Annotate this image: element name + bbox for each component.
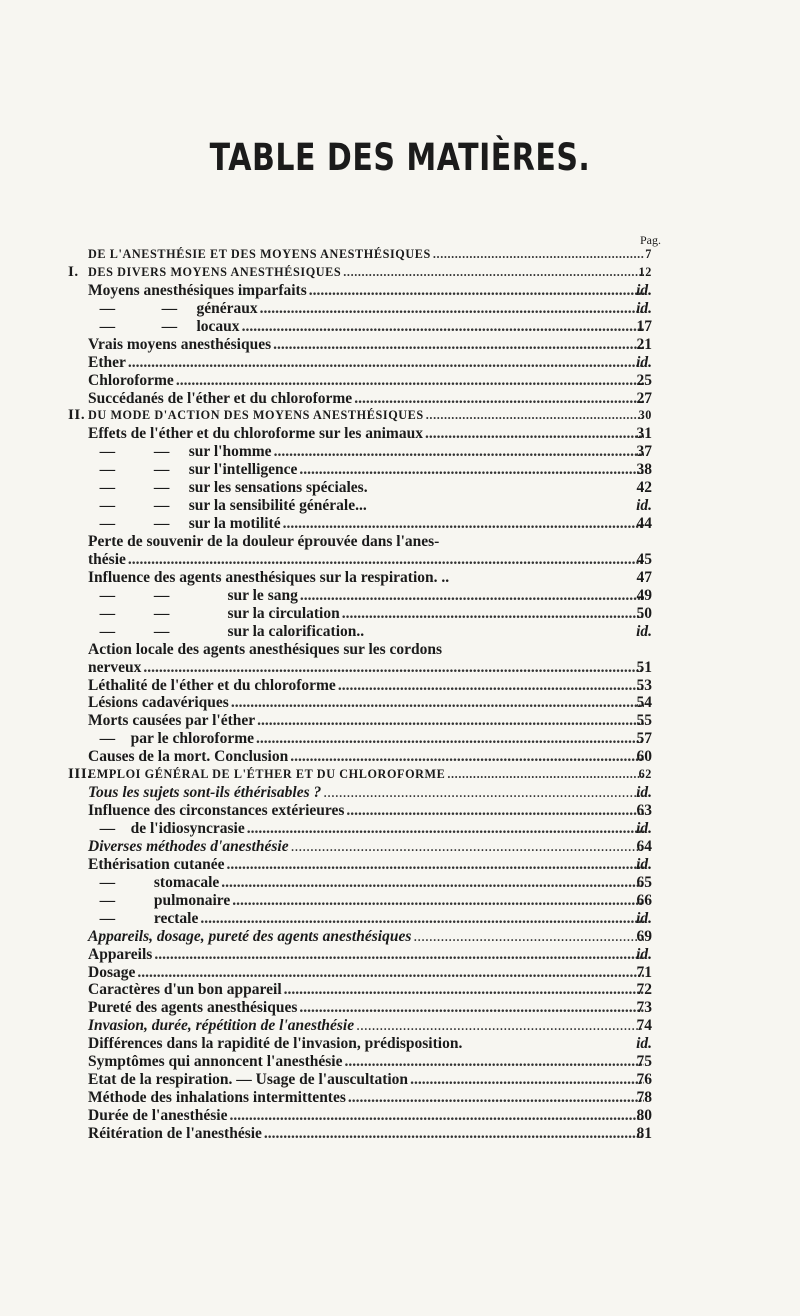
leader-dots [154,946,644,964]
toc-entry [88,694,652,712]
toc-entry [88,927,652,946]
toc-entry [88,1124,652,1143]
toc-page-number: 51 [636,658,652,676]
toc-entry-label: Ether [88,353,126,371]
leader-dots [413,928,644,946]
toc-entry-label: Invasion, durée, répétition de l'anesthésie [88,1017,355,1035]
toc-entry-label: — — sur l'intelligence [88,461,298,479]
leader-dots [342,605,644,623]
leader-dots [299,999,644,1017]
leader-dots [247,820,644,838]
leader-dots [232,892,644,910]
toc-page-number: 55 [636,712,652,730]
toc-entry-label: — — sur les sensations spéciales. [88,479,368,497]
toc-entry [88,533,644,551]
toc-entry-label: Succédanés de l'éther et du chloroforme [88,389,353,407]
leader-dots [231,694,644,712]
toc-entry-label: — — sur la motilité [88,515,281,533]
toc-page-number: 7 [645,247,652,261]
toc-entry-label: Appareils [88,945,153,963]
toc-page-number: 47 [636,568,652,586]
leader-dots [299,461,644,479]
leader-dots [200,910,644,928]
toc-page-number: id. [636,945,652,963]
toc-entry [88,317,652,336]
toc-entry-label: Symptômes qui annoncent l'anesthésie [88,1053,343,1071]
leader-dots [242,318,644,336]
toc-entry [88,1071,652,1089]
toc-entry-label: — de l'idiosyncrasie [88,820,245,837]
toc-entry-label: Pureté des agents anesthésiques [88,999,298,1017]
toc-page-number: 30 [638,408,652,423]
toc-entry [68,263,652,282]
toc-entry [88,1089,652,1107]
toc-page-number: 71 [636,963,652,981]
toc-page-number: id. [636,784,652,802]
toc-entry-label: Chloroforme [88,371,174,389]
toc-page-number: 21 [636,335,652,353]
toc-entry-label: — — sur la calorification.. [88,622,365,640]
toc-page-number: 37 [636,443,652,461]
toc-entry [88,461,652,479]
toc-entry-label: Appareils, dosage, pureté des agents anesthésiques [88,927,412,945]
toc-entry [88,246,652,264]
leader-dots [256,730,644,748]
toc-entry [88,550,652,569]
toc-entry-label: — — généraux [88,299,258,317]
toc-entry [88,586,652,605]
leader-dots [323,784,644,802]
toc-entry [88,1017,652,1035]
toc-page-number: id. [636,497,652,515]
leader-dots [290,748,644,766]
leader-dots [433,246,644,264]
toc-entry-label: Dosage [88,963,136,981]
toc-entry-label: Méthode des inhalations intermittentes [88,1089,346,1107]
leader-dots [348,1089,644,1107]
toc-entry-label: Etat de la respiration. — Usage de l'auscultation [88,1071,409,1089]
leader-dots [221,874,644,892]
toc-entry [88,855,652,874]
toc-page-number: 62 [638,767,652,782]
toc-page-number: 42 [636,479,652,497]
toc-entry [88,837,652,856]
toc-entry [88,945,652,964]
toc-page-number: 63 [636,802,652,820]
toc-entry [88,730,652,748]
toc-entry [88,873,652,892]
leader-dots [257,712,644,730]
leader-dots [284,981,644,999]
toc-entry-label: Perte de souvenir de la douleur éprouvée dans l'anes- [88,533,440,550]
toc-entry [88,622,652,641]
toc-entry [88,641,644,659]
leader-dots [274,443,644,461]
toc-entry-label: Diverses méthodes d'anesthésie [88,837,289,855]
toc-page-number: 80 [636,1107,652,1124]
leader-dots [346,802,644,820]
toc-entry [88,389,652,408]
toc-entry-label: DU MODE D'ACTION DES MOYENS ANESTHÉSIQUES [88,408,424,423]
toc-entry [88,1035,652,1053]
toc-entry-label: DES DIVERS MOYENS ANESTHÉSIQUES [88,264,342,279]
toc-entry-label: Lésions cadavériques [88,694,229,712]
toc-entry-label: nerveux [88,658,142,676]
toc-page-number: id. [636,855,652,873]
toc-page-number: 78 [636,1089,652,1107]
toc-entry-label: — — sur le sang [88,586,298,604]
table-of-contents [68,246,652,1143]
leader-dots [300,587,644,605]
toc-page-number: id. [636,820,652,837]
toc-page-number: 76 [636,1071,652,1089]
toc-page-number: 50 [636,604,652,622]
part-number: II. [68,407,86,424]
toc-entry [88,712,652,730]
leader-dots [128,354,644,372]
toc-entry [88,568,652,587]
toc-entry-label: — rectale [88,909,199,927]
toc-page-number: 54 [636,694,652,712]
toc-entry [88,999,652,1017]
toc-entry-label: Action locale des agents anesthésiques sur les cordons [88,640,443,658]
toc-entry-label: — — sur la sensibilité générale... [88,497,367,515]
part-number: I. [68,263,79,280]
page-title: TABLE DES MATIÈRES. [209,136,591,180]
toc-entry-label: Réitération de l'anesthésie [88,1124,262,1142]
toc-entry [68,766,652,784]
toc-entry [88,604,652,623]
toc-entry-label: — stomacale [88,873,220,891]
toc-page-number: id. [636,281,652,299]
toc-page-number: id. [636,1035,652,1053]
toc-page-number: id. [636,353,652,371]
toc-entry [88,353,652,372]
toc-entry [88,443,652,461]
toc-entry-label: Différences dans la rapidité de l'invasion, prédisposition. [88,1035,463,1053]
toc-page-number: 27 [636,389,652,407]
toc-entry-label: Léthalité de l'éther et du chloroforme [88,676,336,694]
toc-page-number: id. [636,909,652,927]
toc-page-number: 66 [636,891,652,909]
leader-dots [354,390,644,408]
toc-page-number: 74 [636,1017,652,1035]
toc-entry [88,479,652,497]
toc-entry [88,299,652,318]
toc-entry-label: Influence des agents anesthésiques sur la respiration. .. [88,568,450,586]
toc-page-number: 69 [636,927,652,945]
toc-entry-label: — — sur la circulation [88,604,340,622]
leader-dots [143,659,644,677]
toc-entry [88,1053,652,1071]
toc-entry-label: Tous les sujets sont-ils éthérisables ? [88,784,322,802]
toc-entry [88,658,652,677]
toc-page-number: 45 [636,550,652,568]
toc-entry [68,407,652,425]
leader-dots [426,407,644,425]
toc-entry [88,784,652,802]
toc-page-number: 64 [636,837,652,855]
toc-page-number: 72 [636,981,652,999]
toc-entry-label: — — locaux [88,317,240,335]
leader-dots [137,964,644,982]
leader-dots [176,372,644,390]
toc-entry [88,963,652,982]
toc-page-number: 12 [638,264,652,279]
toc-page-number: id. [636,622,652,640]
toc-entry [88,281,652,300]
toc-entry [88,820,652,838]
leader-dots [338,677,644,695]
toc-page-number: 53 [636,676,652,694]
toc-entry-label: Morts causées par l'éther [88,712,256,730]
toc-page-number: 65 [636,873,652,891]
toc-entry-label: DE L'ANESTHÉSIE ET DES MOYENS ANESTHÉSIQUES [88,247,431,261]
toc-page-number: 57 [636,730,652,748]
toc-entry [88,425,652,443]
toc-page-number: id. [636,299,652,317]
leader-dots [345,1053,645,1071]
leader-dots [128,551,644,569]
part-number: III. [68,766,92,783]
toc-page-number: 49 [636,586,652,604]
toc-page-number: 60 [636,748,652,766]
leader-dots [356,1017,644,1035]
toc-entry-label: EMPLOI GÉNÉRAL DE L'ÉTHER ET DU CHLOROFORME [88,767,446,782]
toc-page-number: 81 [636,1124,652,1142]
leader-dots [229,1107,644,1125]
toc-entry-label: — par le chloroforme [88,730,255,748]
toc-entry [88,981,652,999]
toc-entry-label: Effets de l'éther et du chloroforme sur les animaux [88,425,423,443]
toc-entry [88,909,652,928]
toc-entry [88,371,652,390]
toc-entry [88,802,652,820]
toc-entry-label: Durée de l'anesthésie [88,1107,228,1124]
toc-entry-label: Causes de la mort. Conclusion [88,748,289,766]
toc-entry-label: — pulmonaire [88,891,231,909]
toc-entry [88,891,652,910]
toc-entry [88,515,652,533]
toc-entry [88,335,652,354]
toc-page-number: 38 [636,461,652,479]
leader-dots [283,515,644,533]
toc-entry-label: Moyens anesthésiques imparfaits [88,281,307,299]
leader-dots [291,838,644,856]
leader-dots [260,300,644,318]
toc-page-number: 44 [636,515,652,533]
leader-dots [264,1125,644,1143]
toc-page-number: 73 [636,999,652,1017]
leader-dots [226,856,644,874]
toc-entry [88,748,652,766]
leader-dots [309,282,644,300]
toc-page-number: 75 [636,1053,652,1071]
leader-dots [343,264,644,282]
toc-page-number: 25 [636,371,652,389]
toc-entry [88,497,652,515]
toc-entry-label: Ethérisation cutanée [88,855,225,873]
toc-entry-label: thésie [88,550,126,568]
toc-entry-label: Vrais moyens anesthésiques [88,335,272,353]
toc-entry [88,1107,652,1125]
leader-dots [447,766,644,784]
page-column-label: Pag. [640,233,661,247]
leader-dots [410,1071,644,1089]
toc-entry-label: — — sur l'homme [88,443,272,461]
toc-entry-label: Influence des circonstances extérieures [88,802,345,820]
toc-page-number: 17 [636,317,652,335]
toc-entry-label: Caractères d'un bon appareil [88,981,282,999]
leader-dots [273,336,644,354]
toc-entry [88,676,652,695]
toc-page-number: 31 [636,425,652,443]
leader-dots [425,425,644,443]
